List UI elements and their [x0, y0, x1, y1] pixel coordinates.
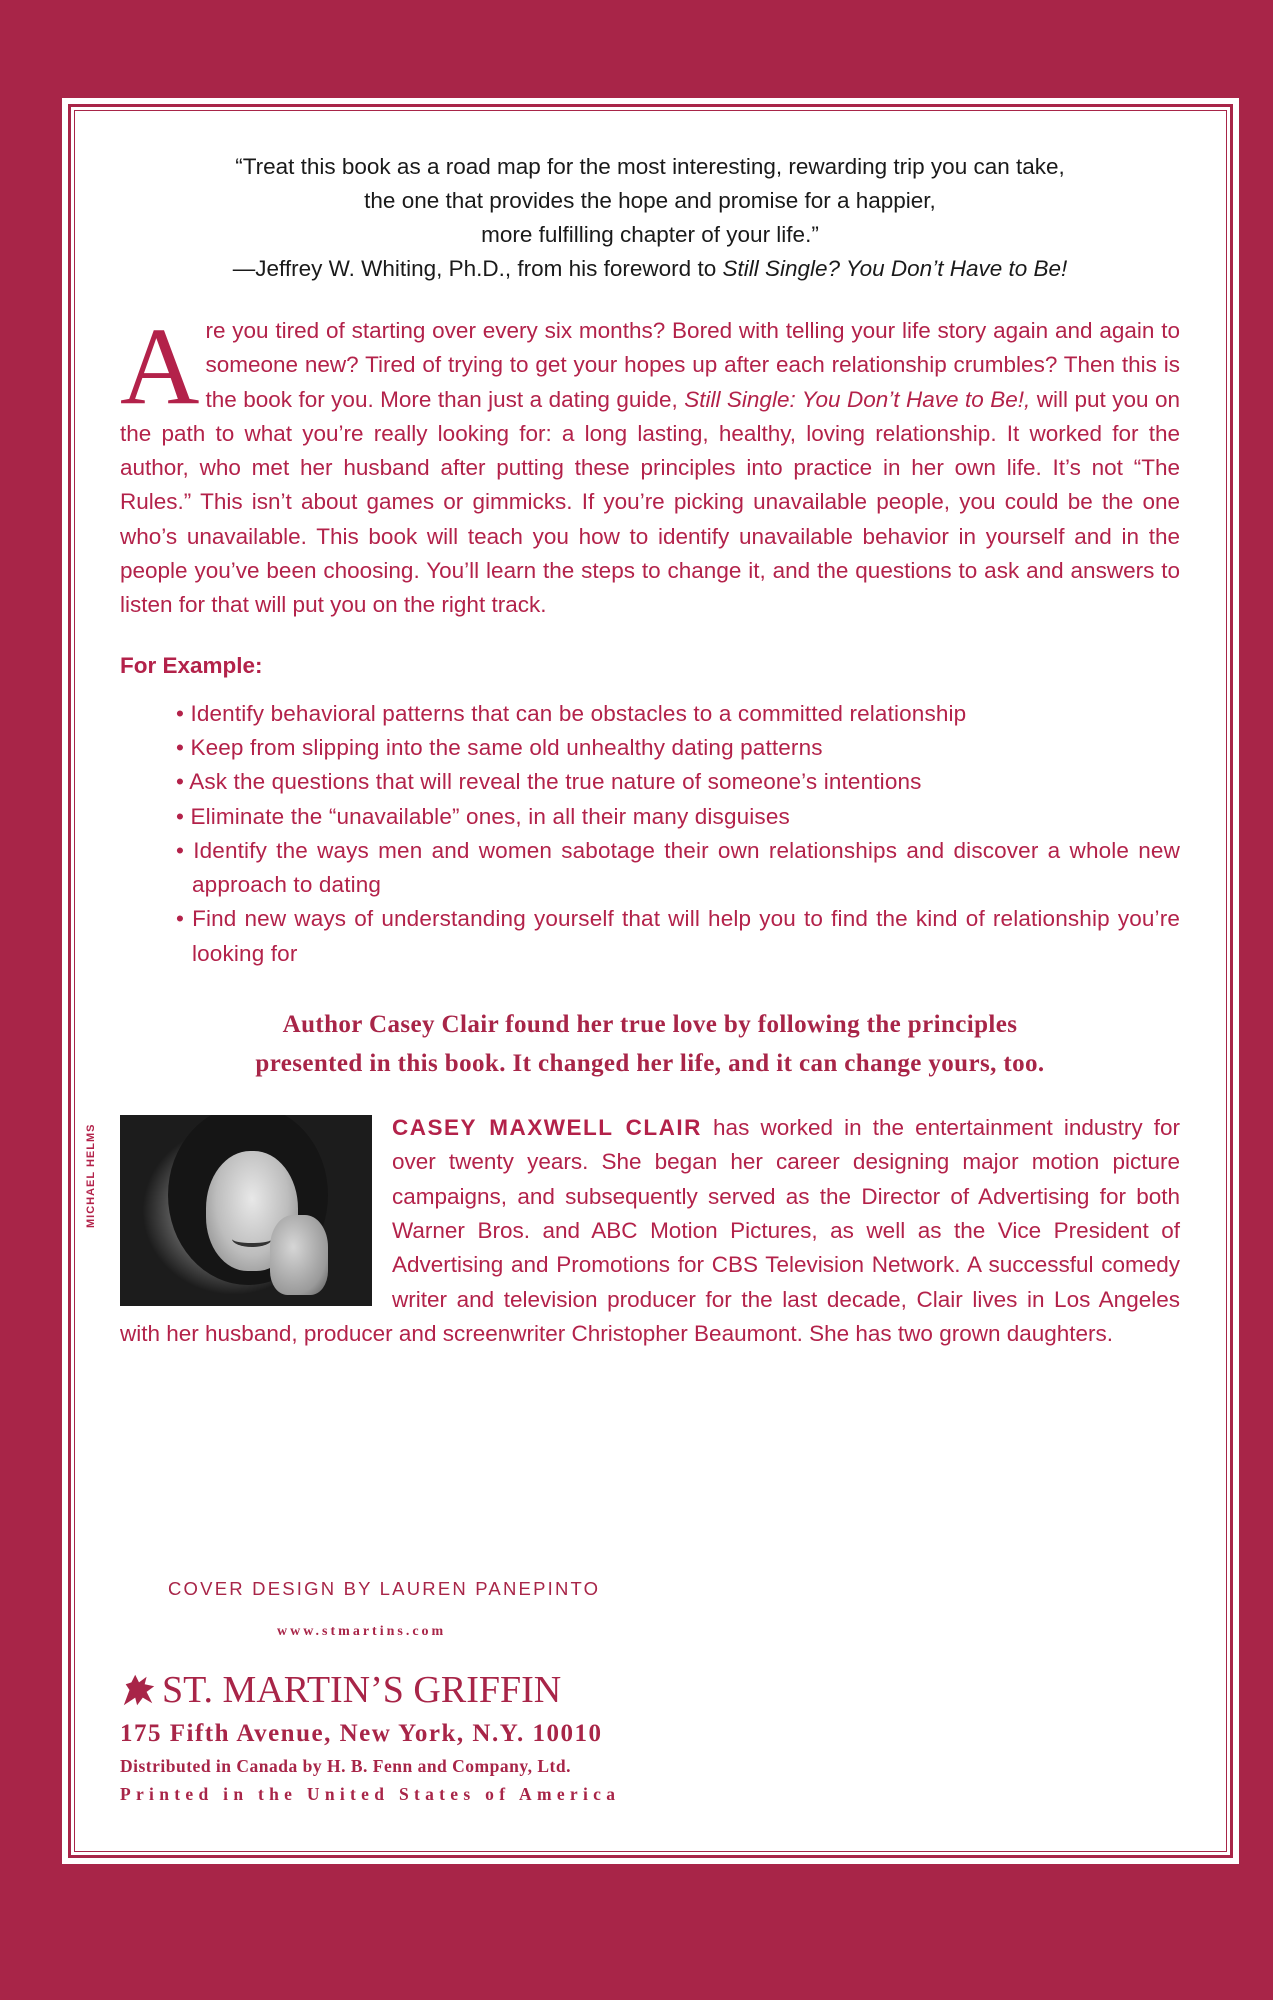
cover-design-credit: COVER DESIGN BY LAUREN PANEPINTO: [168, 1578, 601, 1599]
tagline-line: Author Casey Clair found her true love by following the principles: [282, 1011, 1018, 1039]
publisher-name: ST. MARTIN’S GRIFFIN: [162, 1669, 562, 1711]
list-item: • Identify behavioral patterns that can be obstacles to a committed relationship: [176, 697, 1180, 731]
tagline-line: presented in this book. It changed her life, and it can change yours, too.: [255, 1050, 1045, 1078]
intro-book-title: Still Single: You Don’t Have to Be!,: [684, 386, 1031, 412]
back-cover-content: [85, 150, 1180, 1351]
publisher-block: [120, 1668, 620, 1808]
endorsement-quote: [120, 150, 1180, 286]
author-bio: [85, 1111, 1180, 1351]
publisher-url: www.stmartins.com: [277, 1624, 447, 1639]
quote-line: more fulfilling chapter of your life.”: [481, 222, 819, 247]
for-example-heading: For Example:: [120, 652, 263, 678]
author-name: CASEY MAXWELL CLAIR: [392, 1115, 702, 1141]
quote-line: the one that provides the hope and promise for a happier,: [364, 188, 936, 213]
intro-text-2: will put you on the path to what you’re really looking for: a long lasting, healthy, loving relationship. It worked for the author, who met her husband after putting these principles into practice in her own life. It’s not “The Rules.” This isn’t about games or gimmicks. If you’re picking unavailable people, you could be the one who’s unavailable. This book will teach you how to identify unavailable behavior in yourself and in the people you’ve been choosing. You’ll learn the steps to change it, and the questions to ask and answers to listen for that will put you on the right track.: [120, 386, 1180, 618]
list-item: • Find new ways of understanding yourself that will help you to find the kind of relationship you’re looking for: [176, 902, 1180, 971]
author-tagline: [120, 1005, 1180, 1083]
drop-cap: A: [120, 305, 200, 427]
list-item: • Identify the ways men and women sabotage their own relationships and discover a whole new approach to dating: [176, 834, 1180, 903]
list-item: • Ask the questions that will reveal the true nature of someone’s intentions: [176, 765, 1180, 799]
distribution-note: Distributed in Canada by H. B. Fenn and Company, Ltd.: [120, 1756, 571, 1776]
intro-paragraph: [120, 305, 1180, 623]
benefit-list: [120, 697, 1180, 971]
printed-note: Printed in the United States of America: [120, 1784, 621, 1804]
photo-credit: MICHAEL HELMS: [85, 1123, 97, 1229]
publisher-address: 175 Fifth Avenue, New York, N.Y. 10010: [120, 1720, 603, 1747]
intro-text-1: re you tired of starting over every six months? Bored with telling your life story again and again to someone new? Tired of trying to get your hopes up after each relationship crumbles? Then this is the book for you. More than just a dating guide,: [205, 318, 1180, 412]
list-item: • Eliminate the “unavailable” ones, in all their many disguises: [176, 800, 1180, 834]
griffin-logo-icon: [120, 1670, 158, 1710]
author-photo: [120, 1115, 372, 1306]
quote-attribution: [120, 252, 1180, 286]
back-cover-panel: [62, 98, 1239, 1864]
list-item: • Keep from slipping into the same old unhealthy dating patterns: [176, 731, 1180, 765]
quote-line: “Treat this book as a road map for the most interesting, rewarding trip you can take,: [235, 154, 1065, 179]
attribution-prefix: —Jeffrey W. Whiting, Ph.D., from his foreword to: [232, 256, 723, 281]
bio-body: has worked in the entertainment industry for over twenty years. She began her career designing major motion picture campaigns, and subsequently served as the Director of Advertising for both Warner Bros. and ABC Motion Pictures, as well as the Vice President of Advertising and Promotions for CBS Television Network. A successful comedy writer and television producer for the last decade, Clair lives in Los Angeles with her husband, producer and screenwriter Christopher Beaumont. She has two grown daughters.: [120, 1115, 1180, 1346]
publisher-name-row: [120, 1668, 620, 1712]
attribution-book-title: Still Single? You Don’t Have to Be!: [722, 256, 1068, 281]
